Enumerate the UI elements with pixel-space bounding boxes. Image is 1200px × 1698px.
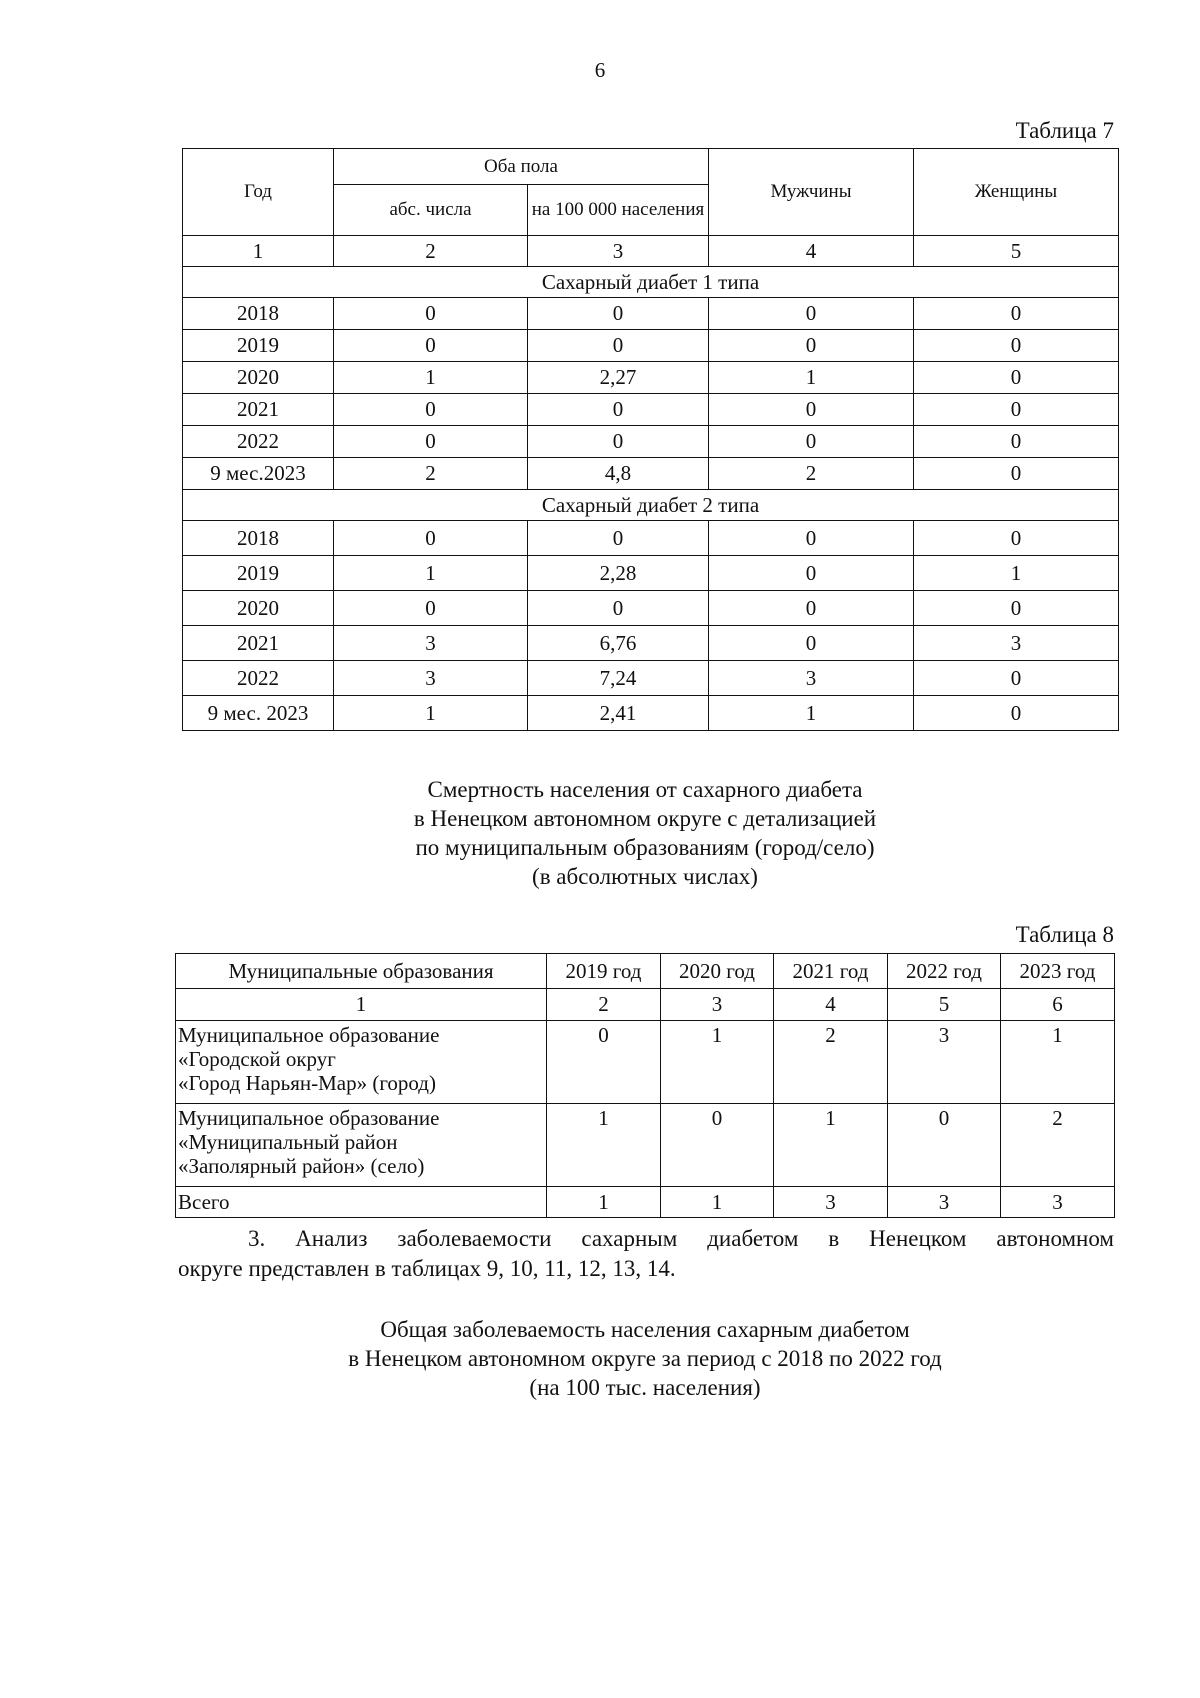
cell: 0 — [334, 426, 528, 458]
cell: 2 — [334, 458, 528, 490]
paragraph-line: округе представлен в таблицах 9, 10, 11, 12, 13, 14. — [178, 1256, 676, 1281]
cell: 9 мес. 2023 — [183, 696, 334, 731]
header-women: Женщины — [914, 149, 1119, 236]
table-row-total — [176, 1187, 1115, 1218]
cell: 0 — [914, 661, 1119, 696]
col-number: 1 — [176, 989, 547, 1021]
header-year: 2020 год — [661, 954, 774, 989]
cell: 2018 — [183, 521, 334, 556]
cell: 0 — [914, 362, 1119, 394]
cell: 2 — [1001, 1104, 1115, 1187]
cell: 0 — [528, 426, 709, 458]
analysis-paragraph — [178, 1224, 1114, 1284]
cell: 1 — [661, 1187, 774, 1218]
cell: 0 — [709, 521, 914, 556]
cell: 2,27 — [528, 362, 709, 394]
header-men: Мужчины — [709, 149, 914, 236]
cell: 0 — [914, 298, 1119, 330]
heading-line: (в абсолютных числах) — [532, 864, 758, 889]
header-per100k: на 100 000 населения — [528, 185, 709, 236]
cell: 2,28 — [528, 556, 709, 591]
header-abs: абс. числа — [334, 185, 528, 236]
header-year: Год — [183, 149, 334, 236]
cell: 2018 — [183, 298, 334, 330]
table7-caption: Таблица 7 — [1015, 118, 1114, 143]
col-number: 3 — [528, 236, 709, 267]
cell: 3 — [888, 1021, 1001, 1104]
cell: 6,76 — [528, 626, 709, 661]
table-row — [183, 330, 1119, 362]
cell: 2020 — [183, 362, 334, 394]
table-row — [183, 626, 1119, 661]
table-7 — [182, 148, 1119, 731]
table-row — [183, 362, 1119, 394]
cell: 1 — [334, 556, 528, 591]
cell: 0 — [914, 394, 1119, 426]
table-row — [183, 426, 1119, 458]
cell: 0 — [709, 626, 914, 661]
cell: 3 — [774, 1187, 888, 1218]
cell: 0 — [709, 591, 914, 626]
cell: 0 — [528, 298, 709, 330]
section-title-type1: Сахарный диабет 1 типа — [183, 267, 1119, 298]
cell: 0 — [528, 394, 709, 426]
section-title-type2: Сахарный диабет 2 типа — [183, 490, 1119, 521]
cell: 2019 — [183, 330, 334, 362]
cell: 0 — [709, 426, 914, 458]
name-line: Муниципальное образование — [178, 1023, 440, 1047]
cell: 0 — [547, 1021, 661, 1104]
cell: 7,24 — [528, 661, 709, 696]
cell: 1 — [709, 696, 914, 731]
table-row — [183, 556, 1119, 591]
cell: 1 — [1001, 1021, 1115, 1104]
name-line: «Муниципальный район — [178, 1130, 398, 1154]
total-label: Всего — [176, 1187, 547, 1218]
cell: 2022 — [183, 661, 334, 696]
table-row — [183, 521, 1119, 556]
heading-line: Смертность населения от сахарного диабета — [427, 777, 863, 802]
col-number: 6 — [1001, 989, 1115, 1021]
table-row — [183, 696, 1119, 731]
cell: 1 — [774, 1104, 888, 1187]
cell: 4,8 — [528, 458, 709, 490]
name-line: «Заполярный район» (село) — [178, 1154, 425, 1178]
name-line: «Город Нарьян-Мар» (город) — [178, 1071, 436, 1095]
paragraph-line: 3. Анализ заболеваемости сахарным диабетом в Ненецком автономном — [248, 1226, 1114, 1251]
heading-line: по муниципальным образованиям (город/село) — [415, 835, 875, 860]
cell: 2022 — [183, 426, 334, 458]
heading-line: в Ненецком автономном округе за период с 2018 по 2022 год — [348, 1346, 942, 1371]
col-number: 3 — [661, 989, 774, 1021]
cell: 1 — [709, 362, 914, 394]
cell: 0 — [709, 298, 914, 330]
header-year: 2019 год — [547, 954, 661, 989]
header-year: 2023 год — [1001, 954, 1115, 989]
cell: 0 — [334, 394, 528, 426]
table8-caption: Таблица 8 — [1015, 922, 1114, 947]
col-number: 5 — [888, 989, 1001, 1021]
col-number: 2 — [334, 236, 528, 267]
name-line: «Городской округ — [178, 1047, 336, 1071]
cell: 0 — [334, 591, 528, 626]
col-number: 4 — [709, 236, 914, 267]
cell: 3 — [914, 626, 1119, 661]
cell: 0 — [334, 330, 528, 362]
cell: 0 — [914, 591, 1119, 626]
header-both-sexes: Оба пола — [334, 149, 709, 185]
cell: 0 — [661, 1104, 774, 1187]
table-row — [183, 661, 1119, 696]
cell: 0 — [709, 394, 914, 426]
cell: 1 — [547, 1104, 661, 1187]
col-number: 2 — [547, 989, 661, 1021]
municipality-name — [176, 1021, 547, 1104]
municipality-name — [176, 1104, 547, 1187]
cell: 0 — [888, 1104, 1001, 1187]
cell: 2021 — [183, 626, 334, 661]
cell: 0 — [914, 521, 1119, 556]
table-row — [183, 591, 1119, 626]
cell: 1 — [914, 556, 1119, 591]
heading-line: (на 100 тыс. населения) — [529, 1375, 761, 1400]
cell: 2,41 — [528, 696, 709, 731]
cell: 0 — [914, 696, 1119, 731]
cell: 3 — [334, 661, 528, 696]
cell: 1 — [547, 1187, 661, 1218]
col-number: 5 — [914, 236, 1119, 267]
name-line: Муниципальное образование — [178, 1106, 440, 1130]
cell: 2021 — [183, 394, 334, 426]
cell: 3 — [709, 661, 914, 696]
cell: 2019 — [183, 556, 334, 591]
cell: 0 — [334, 521, 528, 556]
header-municipalities: Муниципальные образования — [176, 954, 547, 989]
cell: 1 — [661, 1021, 774, 1104]
heading-line: в Ненецком автономном округе с детализацией — [413, 806, 877, 831]
col-number: 1 — [183, 236, 334, 267]
cell: 3 — [334, 626, 528, 661]
cell: 1 — [334, 362, 528, 394]
table-8 — [175, 953, 1115, 1218]
cell: 9 мес.2023 — [183, 458, 334, 490]
heading-line: Общая заболеваемость населения сахарным диабетом — [380, 1317, 910, 1342]
header-year: 2022 год — [888, 954, 1001, 989]
cell: 0 — [709, 556, 914, 591]
cell: 0 — [528, 591, 709, 626]
page-number: 6 — [594, 58, 606, 82]
cell: 1 — [334, 696, 528, 731]
cell: 0 — [914, 426, 1119, 458]
col-number: 4 — [774, 989, 888, 1021]
cell: 2 — [709, 458, 914, 490]
cell: 0 — [528, 330, 709, 362]
table-row — [183, 394, 1119, 426]
cell: 2020 — [183, 591, 334, 626]
table-row — [176, 1021, 1115, 1104]
table-row — [176, 1104, 1115, 1187]
heading-incidence — [0, 1315, 1200, 1402]
header-year: 2021 год — [774, 954, 888, 989]
cell: 3 — [888, 1187, 1001, 1218]
cell: 0 — [709, 330, 914, 362]
cell: 0 — [914, 458, 1119, 490]
table-row — [183, 298, 1119, 330]
heading-mortality — [0, 775, 1200, 891]
cell: 3 — [1001, 1187, 1115, 1218]
cell: 0 — [914, 330, 1119, 362]
cell: 2 — [774, 1021, 888, 1104]
cell: 0 — [528, 521, 709, 556]
cell: 0 — [334, 298, 528, 330]
table-row — [183, 458, 1119, 490]
